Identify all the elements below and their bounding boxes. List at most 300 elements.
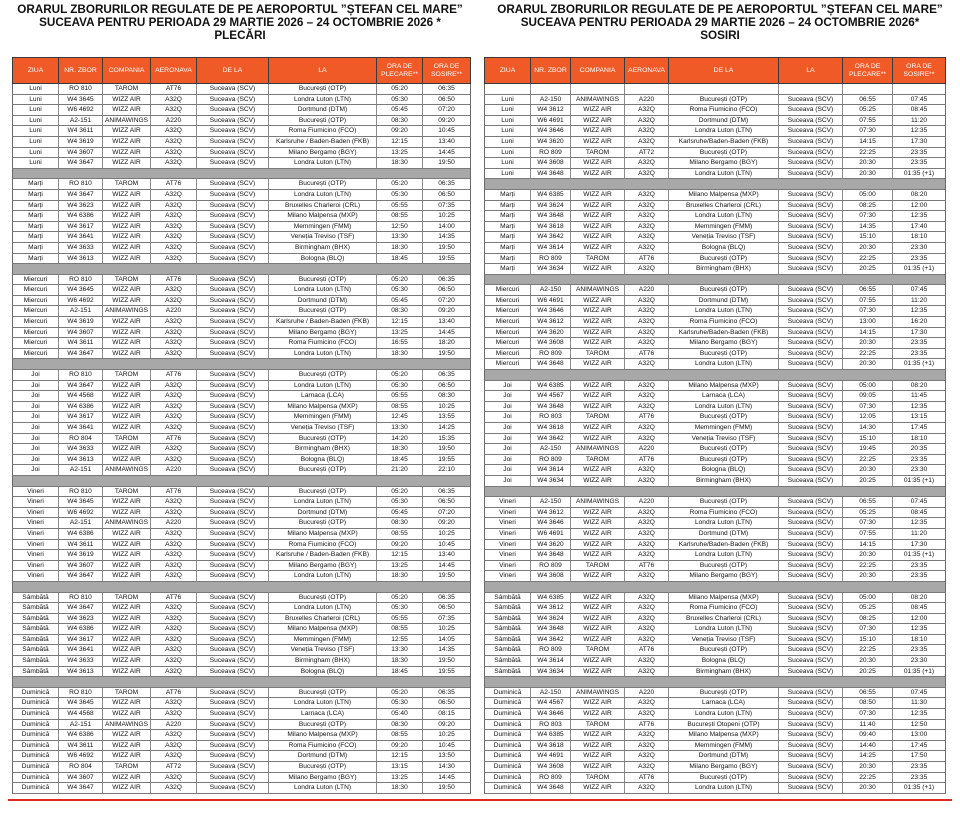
title-line: ORARUL ZBORURILOR REGULATE DE PE AEROPORTUL ”ȘTEFAN CEL MARE” [17,3,463,16]
cell-to: Suceava (SCV) [779,338,843,348]
cell-departure-time: 05:30 [377,95,423,105]
cell-departure-time: 22:25 [843,561,893,571]
cell-day: Miercuri [485,296,531,306]
cell-aircraft: A32Q [625,529,669,539]
cell-day: Miercuri [13,317,59,327]
cell-departure-time: 05:30 [377,698,423,708]
cell-day: Sâmbătă [13,667,59,677]
cell-departure-time: 11:40 [843,720,893,730]
cell-day: Vineri [485,508,531,518]
cell-day: Marți [485,222,531,232]
cell-departure-time: 20:30 [843,359,893,369]
flight-row [484,126,946,137]
cell-arrival-time: 08:45 [910,604,928,612]
cell-aircraft: A32Q [151,550,197,560]
cell-arrival-time: 23:35 [910,646,928,654]
cell-flight-number: W4 3618 [531,423,571,433]
cell-arrival-time: 19:50 [438,243,455,251]
cell-airline: TAROM [103,487,151,497]
cell-flight-number: W4 3617 [59,412,103,422]
cell-to: Milano Malpensa (MXP) [269,730,377,740]
cell-aircraft: A32Q [625,508,669,518]
cell-arrival-time: 06:35 [438,180,455,188]
cell-day: Vineri [13,550,59,560]
cell-flight-number: W4 3612 [531,105,571,115]
cell-to: Suceava (SCV) [779,126,843,136]
cell-departure-time: 05:55 [377,201,423,211]
cell-flight-number: W4 3645 [59,95,103,105]
cell-from: Londra Luton (LTN) [669,783,779,793]
flight-row [484,730,946,741]
arrivals-title [480,3,960,42]
cell-aircraft: A32Q [625,571,669,581]
cell-to: Birmingham (BHX) [269,656,377,666]
cell-to: Suceava (SCV) [779,264,843,274]
cell-day: Joi [485,444,531,454]
cell-from: Suceava (SCV) [197,306,269,316]
cell-arrival-time: 23:35 [910,339,928,347]
cell-day: Miercuri [485,285,531,295]
cell-aircraft: A220 [625,285,669,295]
departures-title [0,3,480,42]
cell-airline: WIZZ AIR [571,656,625,666]
blank-cell [531,84,571,94]
cell-departure-time: 13:25 [377,148,423,158]
flight-row [484,158,946,169]
departures-table [12,57,471,794]
cell-departure-time: 20:30 [843,465,893,475]
flight-row [12,741,471,752]
cell-aircraft: A32Q [625,190,669,200]
flight-row [12,328,471,339]
cell-to: Suceava (SCV) [779,550,843,560]
cell-departure-time: 07:30 [843,211,893,221]
cell-departure-time: 05:20 [377,275,423,285]
cell-aircraft: A32Q [151,296,197,306]
cell-arrival-time: 08:15 [438,710,455,718]
column-header-departure-time: ORA DE PLECARE** [843,58,893,83]
cell-aircraft: A32Q [151,444,197,454]
cell-aircraft: A32Q [625,126,669,136]
cell-departure-time: 09:05 [843,391,893,401]
cell-arrival-time: 09:20 [438,307,455,315]
cell-arrival-time: 16:20 [910,318,928,326]
cell-arrival-time: 20:35 [910,445,928,453]
cell-arrival-time: 19:50 [438,572,455,580]
cell-day: Duminică [13,783,59,793]
cell-from: Suceava (SCV) [197,762,269,772]
cell-arrival-time: 08:30 [438,392,455,400]
cell-to: Bologna (BLQ) [269,254,377,264]
cell-airline: ANIMAWINGS [103,306,151,316]
cell-arrival-time: 23:35 [910,349,928,357]
cell-departure-time: 12:15 [377,317,423,327]
cell-departure-time: 08:25 [843,614,893,624]
cell-from: București (OTP) [669,455,779,465]
cell-airline: WIZZ AIR [103,190,151,200]
cell-flight-number: W4 3611 [59,338,103,348]
cell-day: Luni [13,126,59,136]
cell-flight-number: W4 3619 [59,317,103,327]
cell-airline: TAROM [571,645,625,655]
column-header-airline: COMPANIA [571,58,625,83]
cell-flight-number: W4 4568 [59,709,103,719]
cell-to: Suceava (SCV) [779,751,843,761]
cell-departure-time: 05:30 [377,190,423,200]
cell-airline: WIZZ AIR [103,444,151,454]
cell-departure-time: 16:55 [377,338,423,348]
cell-day: Marți [485,211,531,221]
cell-from: Suceava (SCV) [197,126,269,136]
flight-row [12,423,471,434]
cell-flight-number: W4 3620 [531,540,571,550]
cell-arrival-time: 14:45 [438,328,455,336]
cell-arrival-time: 17:45 [910,741,928,749]
cell-arrival-time: 17:40 [910,222,928,230]
cell-aircraft: A32Q [151,137,197,147]
cell-departure-time: 12:15 [377,137,423,147]
cell-arrival-time: 11:20 [910,116,927,124]
cell-day: Vineri [485,561,531,571]
cell-airline: WIZZ AIR [571,635,625,645]
cell-airline: WIZZ AIR [571,614,625,624]
cell-airline: ANIMAWINGS [103,465,151,475]
cell-airline: WIZZ AIR [103,222,151,232]
cell-airline: WIZZ AIR [571,709,625,719]
cell-airline: WIZZ AIR [571,338,625,348]
flight-row [484,720,946,731]
cell-aircraft: A220 [625,444,669,454]
cell-flight-number: A2-151 [59,306,103,316]
cell-from: Suceava (SCV) [197,698,269,708]
cell-aircraft: A32Q [625,783,669,793]
cell-flight-number: W4 3613 [59,254,103,264]
cell-departure-time: 05:20 [377,688,423,698]
cell-day: Miercuri [485,317,531,327]
cell-to: Suceava (SCV) [779,158,843,168]
cell-departure-time: 08:55 [377,211,423,221]
cell-flight-number: A2-150 [531,497,571,507]
cell-to: București (OTP) [269,84,377,94]
flight-row [12,487,471,498]
cell-to: Bologna (BLQ) [269,455,377,465]
cell-flight-number: W4 3647 [59,783,103,793]
cell-day: Joi [485,402,531,412]
cell-to: Suceava (SCV) [779,561,843,571]
cell-arrival-time: 06:35 [438,487,455,495]
cell-airline: TAROM [571,349,625,359]
cell-flight-number: W4 4568 [59,391,103,401]
cell-flight-number: W4 3613 [59,667,103,677]
cell-flight-number: W4 3647 [59,190,103,200]
cell-aircraft: AT76 [625,254,669,264]
cell-to: Londra Luton (LTN) [269,783,377,793]
cell-departure-time: 05:55 [377,614,423,624]
cell-from: Suceava (SCV) [197,741,269,751]
flight-row [484,148,946,159]
cell-airline: TAROM [571,720,625,730]
cell-departure-time: 12:55 [377,635,423,645]
cell-to: Milano Bergamo (BGY) [269,148,377,158]
day-separator [484,370,946,381]
cell-day: Marți [13,201,59,211]
cell-from: Veneția Treviso (TSF) [669,635,779,645]
cell-departure-time: 14:15 [843,540,893,550]
cell-departure-time: 05:40 [377,709,423,719]
cell-airline: ANIMAWINGS [571,497,625,507]
cell-airline: WIZZ AIR [571,328,625,338]
cell-from: București (OTP) [669,95,779,105]
cell-departure-time: 07:55 [843,116,893,126]
cell-flight-number: W4 3633 [59,444,103,454]
cell-flight-number: RO 804 [59,434,103,444]
column-header-airline: COMPANIA [103,58,151,83]
cell-from: Suceava (SCV) [197,773,269,783]
cell-departure-time: 08:30 [377,518,423,528]
cell-airline: WIZZ AIR [103,349,151,359]
cell-to: Londra Luton (LTN) [269,571,377,581]
day-separator [12,476,471,487]
cell-aircraft: A32Q [625,105,669,115]
blank-cell [779,84,843,94]
flight-row [484,508,946,519]
cell-aircraft: A32Q [151,190,197,200]
cell-airline: TAROM [571,254,625,264]
cell-flight-number: W4 6386 [59,730,103,740]
cell-to: București (OTP) [269,688,377,698]
cell-flight-number: W6 4691 [531,116,571,126]
cell-aircraft: A32Q [625,518,669,528]
cell-airline: WIZZ AIR [103,603,151,613]
cell-airline: WIZZ AIR [571,201,625,211]
cell-from: Birmingham (BHX) [669,476,779,486]
cell-day: Duminică [485,709,531,719]
cell-day: Miercuri [13,275,59,285]
flight-row [12,126,471,137]
cell-flight-number: W4 3618 [531,222,571,232]
flight-row [12,730,471,741]
cell-departure-time: 05:20 [377,370,423,380]
cell-airline: WIZZ AIR [571,105,625,115]
cell-flight-number: W4 3619 [59,550,103,560]
cell-day: Miercuri [485,338,531,348]
cell-airline: WIZZ AIR [571,550,625,560]
cell-arrival-time: 12:00 [910,614,928,622]
cell-aircraft: A32Q [625,137,669,147]
cell-from: Londra Luton (LTN) [669,306,779,316]
flight-row [12,529,471,540]
cell-to: Milano Malpensa (MXP) [269,402,377,412]
cell-arrival-time: 06:50 [438,498,455,506]
flight-row [12,593,471,604]
cell-flight-number: W4 3607 [59,561,103,571]
cell-airline: ANIMAWINGS [103,116,151,126]
flight-row [12,709,471,720]
cell-to: Birmingham (BHX) [269,444,377,454]
flight-row [484,624,946,635]
cell-flight-number: RO 803 [531,412,571,422]
cell-flight-number: W4 3608 [531,338,571,348]
cell-day: Duminică [13,741,59,751]
cell-to: Larnaca (LCA) [269,391,377,401]
cell-aircraft: A220 [151,465,197,475]
cell-airline: WIZZ AIR [103,550,151,560]
cell-airline: WIZZ AIR [103,751,151,761]
cell-departure-time: 09:20 [377,126,423,136]
cell-arrival-time: 14:25 [438,424,455,431]
cell-day: Duminică [13,762,59,772]
cell-aircraft: AT76 [151,179,197,189]
flight-row [484,709,946,720]
cell-departure-time: 13:00 [843,317,893,327]
cell-to: Londra Luton (LTN) [269,349,377,359]
flight-row [12,116,471,127]
cell-departure-time: 18:30 [377,444,423,454]
cell-from: Suceava (SCV) [197,243,269,253]
flight-row [484,306,946,317]
cell-arrival-time: 11:20 [910,296,927,304]
cell-aircraft: A220 [625,497,669,507]
column-header-day: ZIUA [13,58,59,83]
flight-row [12,497,471,508]
cell-arrival-time: 06:35 [438,371,455,379]
cell-from: Londra Luton (LTN) [669,126,779,136]
cell-departure-time: 13:30 [377,423,423,433]
cell-flight-number: W4 4567 [531,698,571,708]
cell-airline: WIZZ AIR [103,508,151,518]
cell-departure-time: 06:55 [843,688,893,698]
cell-aircraft: AT76 [151,487,197,497]
cell-day: Vineri [13,508,59,518]
cell-flight-number: W4 6385 [531,381,571,391]
cell-aircraft: A32Q [625,116,669,126]
cell-arrival-time: 19:55 [438,455,455,463]
cell-to: Suceava (SCV) [779,349,843,359]
cell-to: Bruxelles Charleroi (CRL) [269,614,377,624]
cell-aircraft: A32Q [625,317,669,327]
cell-day: Luni [13,95,59,105]
flight-row [484,455,946,466]
cell-departure-time: 08:55 [377,730,423,740]
flight-row [12,158,471,169]
cell-flight-number: W4 6385 [531,593,571,603]
cell-departure-time: 05:20 [377,593,423,603]
cell-day: Luni [13,105,59,115]
cell-arrival-time: 14:05 [438,635,455,643]
cell-flight-number: RO 810 [59,593,103,603]
cell-day: Duminică [13,773,59,783]
cell-arrival-time: 14:00 [438,222,455,230]
cell-to: Karlsruhe / Baden-Baden (FKB) [269,317,377,327]
cell-airline: WIZZ AIR [571,529,625,539]
cell-to: București (OTP) [269,518,377,528]
cell-day: Luni [13,116,59,126]
cell-flight-number: W4 3647 [59,158,103,168]
cell-flight-number: W4 6386 [59,402,103,412]
cell-departure-time: 05:55 [377,391,423,401]
cell-airline: WIZZ AIR [571,317,625,327]
cell-flight-number: W4 3648 [531,783,571,793]
cell-arrival-time: 23:35 [910,148,928,156]
cell-flight-number: W4 6386 [59,211,103,221]
cell-day: Marți [485,190,531,200]
cell-day: Sâmbătă [13,645,59,655]
cell-flight-number: W4 3618 [531,741,571,751]
cell-from: Suceava (SCV) [197,444,269,454]
cell-from: Suceava (SCV) [197,603,269,613]
cell-to: Suceava (SCV) [779,667,843,677]
cell-aircraft: A32Q [151,508,197,518]
cell-airline: WIZZ AIR [571,730,625,740]
cell-arrival-time: 11:20 [910,529,927,537]
flight-row [484,741,946,752]
cell-arrival-time: 10:45 [438,741,455,749]
cell-aircraft: A32Q [151,412,197,422]
cell-flight-number: W4 3648 [531,550,571,560]
cell-arrival-time: 06:50 [438,604,455,612]
cell-flight-number: A2-151 [59,518,103,528]
cell-aircraft: A32Q [625,730,669,740]
cell-airline: WIZZ AIR [571,741,625,751]
cell-airline: WIZZ AIR [571,359,625,369]
cell-from: Birmingham (BHX) [669,264,779,274]
cell-airline: ANIMAWINGS [571,688,625,698]
cell-departure-time: 14:20 [377,434,423,444]
cell-to: Suceava (SCV) [779,709,843,719]
footer-rule [8,799,952,801]
cell-arrival-time: 19:55 [438,667,455,675]
cell-departure-time: 09:40 [843,730,893,740]
cell-from: Suceava (SCV) [197,635,269,645]
cell-from: București (OTP) [669,285,779,295]
blank-cell [485,84,531,94]
cell-aircraft: A32Q [151,571,197,581]
cell-aircraft: A32Q [151,148,197,158]
cell-from: Londra Luton (LTN) [669,550,779,560]
cell-flight-number: W4 3634 [531,264,571,274]
cell-arrival-time: 07:20 [438,106,455,114]
cell-flight-number: RO 809 [531,773,571,783]
cell-flight-number: W4 3647 [59,381,103,391]
cell-airline: WIZZ AIR [103,105,151,115]
cell-from: Suceava (SCV) [197,529,269,539]
cell-arrival-time: 09:20 [438,116,455,124]
cell-departure-time: 13:30 [377,232,423,242]
cell-to: Londra Luton (LTN) [269,285,377,295]
cell-arrival-time: 14:35 [438,646,455,654]
cell-airline: WIZZ AIR [571,116,625,126]
cell-departure-time: 06:55 [843,285,893,295]
cell-to: Suceava (SCV) [779,306,843,316]
column-header-from: DE LA [197,58,269,83]
cell-airline: WIZZ AIR [103,571,151,581]
cell-from: Suceava (SCV) [197,709,269,719]
arrivals-table [484,57,946,794]
cell-departure-time: 12:05 [843,412,893,422]
cell-from: Suceava (SCV) [197,95,269,105]
cell-to: Londra Luton (LTN) [269,190,377,200]
cell-day: Marți [485,243,531,253]
cell-day: Duminică [485,741,531,751]
cell-aircraft: AT72 [151,762,197,772]
flight-row [484,391,946,402]
cell-flight-number: W4 3611 [59,540,103,550]
cell-from: Veneția Treviso (TSF) [669,434,779,444]
cell-aircraft: AT76 [625,561,669,571]
cell-airline: WIZZ AIR [571,211,625,221]
cell-to: Larnaca (LCA) [269,709,377,719]
cell-departure-time: 22:25 [843,148,893,158]
